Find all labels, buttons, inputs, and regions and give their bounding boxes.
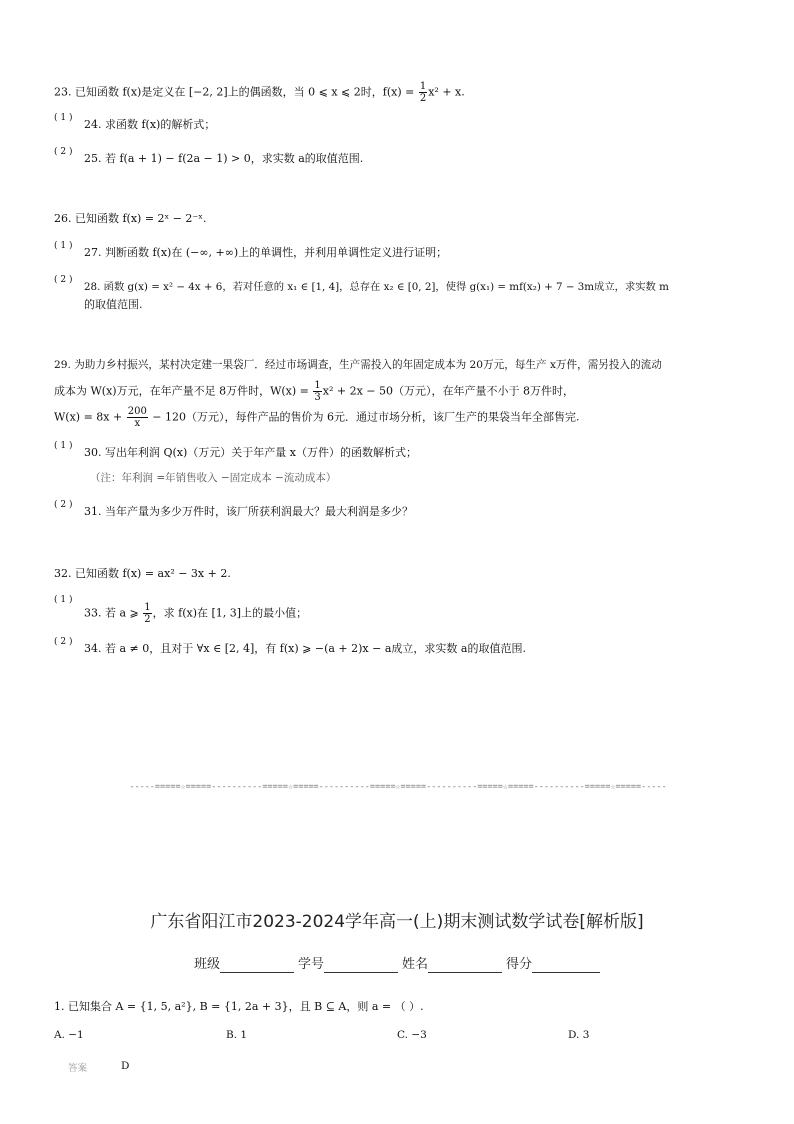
q29-sub1-text: 30. 写出年利润 Q(x)（万元）关于年产量 x（万件）的函数解析式； — [84, 446, 417, 459]
q32-stem: 32. 已知函数 f(x) = ax² − 3x + 2. — [54, 567, 231, 580]
q26-sub2-line1: 28. 函数 g(x) = x² − 4x + 6，若对任意的 x₁ ∈ [1, 4]，总存在 x₂ ∈ [0, 2]，使得 g(x₁) = mf(x₂) + 7 − 3m成立，求实数 m — [84, 281, 669, 293]
q29-line3-fraction: $\frac{200}{x}$ — [127, 406, 147, 429]
q32-sub2-number: ( 2 ) — [54, 637, 73, 647]
q1-option-b: B. 1 — [226, 1029, 248, 1041]
q23-sub1-number: ( 1 ) — [54, 113, 73, 123]
q23-sub2-number: ( 2 ) — [54, 147, 73, 157]
student-info-line — [0, 957, 794, 973]
class-field[interactable] — [220, 959, 294, 973]
q32-sub1-fraction: $\frac{1}{2}$ — [144, 602, 151, 625]
class-label: 班级 — [193, 957, 220, 972]
q1-stem: 1. 已知集合 A = {1, 5, a²}, B = {1, 2a + 3}，且 B ⊆ A，则 a = （ ）. — [54, 1000, 424, 1013]
q29-note: （注：年利润 =年销售收入 −固定成本 −流动成本） — [90, 472, 337, 484]
q23-sub2-text: 25. 若 f(a + 1) − f(2a − 1) > 0，求实数 a的取值范围. — [84, 152, 364, 165]
q26-sub1-number: ( 1 ) — [54, 241, 73, 251]
q26-sub1-text: 27. 判断函数 f(x)在 (−∞, +∞)上的单调性，并利用单调性定义进行证明； — [84, 246, 448, 259]
q29-line2: 成本为 W(x)万元，在年产量不足 8万件时，W(x) = $\frac{1}{3}$ x² + 2x − 50（万元），在年产量不小于 8万件时， — [54, 380, 574, 403]
q26-stem: 26. 已知函数 f(x) = 2ˣ − 2⁻ˣ. — [54, 212, 207, 225]
q29-sub1-number: ( 1 ) — [54, 441, 73, 451]
q26-sub2-line2: 的取值范围. — [84, 298, 143, 311]
score-label: 得分 — [506, 957, 533, 972]
q32-sub1-text: 33. 若 a ⩾ $\frac{1}{2}$ ，求 f(x)在 [1, 3]上的最小值； — [84, 602, 308, 625]
q29-sub2-text: 31. 当年产量为多少万件时，该厂所获利润最大？最大利润是多少？ — [84, 505, 413, 518]
q29-sub2-number: ( 2 ) — [54, 500, 73, 510]
q1-option-c: C. −3 — [397, 1029, 427, 1041]
exam-title: 广东省阳江市2023-2024学年高一(上)期末测试数学试卷[解析版] — [150, 912, 644, 932]
q1-option-d: D. 3 — [568, 1029, 590, 1041]
q29-line3: W(x) = 8x + $\frac{200}{x}$ − 120（万元），每件产品的售价为 6元．通过市场分析，该厂生产的果袋当年全部售完. — [54, 406, 580, 429]
q1-option-a: A. −1 — [54, 1029, 84, 1041]
student-id-field[interactable] — [324, 959, 398, 973]
q1-answer-value: D — [121, 1060, 130, 1072]
q1-answer-label: 答案 — [68, 1063, 88, 1074]
score-field[interactable] — [532, 959, 600, 973]
q29-line1: 29. 为助力乡村振兴，某村决定建一果袋厂．经过市场调查，生产需投入的年固定成本为 20万元，每生产 x万件，需另投入的流动 — [54, 359, 662, 371]
q26-sub2-number: ( 2 ) — [54, 275, 73, 285]
q23-sub1-text: 24. 求函数 f(x)的解析式； — [84, 118, 216, 131]
student-id-label: 学号 — [297, 957, 324, 972]
q23-fraction: $\frac{1}{2}$ — [419, 81, 427, 104]
name-field[interactable] — [428, 959, 502, 973]
q23-stem: 23. 已知函数 f(x)是定义在 [−2, 2]上的偶函数，当 0 ⩽ x ⩽ 2时，f(x) = $\frac{1}{2}$ x² + x. — [54, 81, 465, 104]
q29-line2-fraction: $\frac{1}{3}$ — [314, 380, 321, 403]
q32-sub1-number: ( 1 ) — [54, 595, 73, 605]
name-label: 姓名 — [402, 957, 429, 972]
section-divider: -----=====☆=====----------=====☆=====----------=====☆=====----------=====☆=====----------=====☆=====----- — [129, 782, 667, 792]
q32-sub2-text: 34. 若 a ≠ 0，且对于 ∀x ∈ [2, 4]，有 f(x) ⩾ −(a + 2)x − a成立，求实数 a的取值范围. — [84, 642, 526, 655]
